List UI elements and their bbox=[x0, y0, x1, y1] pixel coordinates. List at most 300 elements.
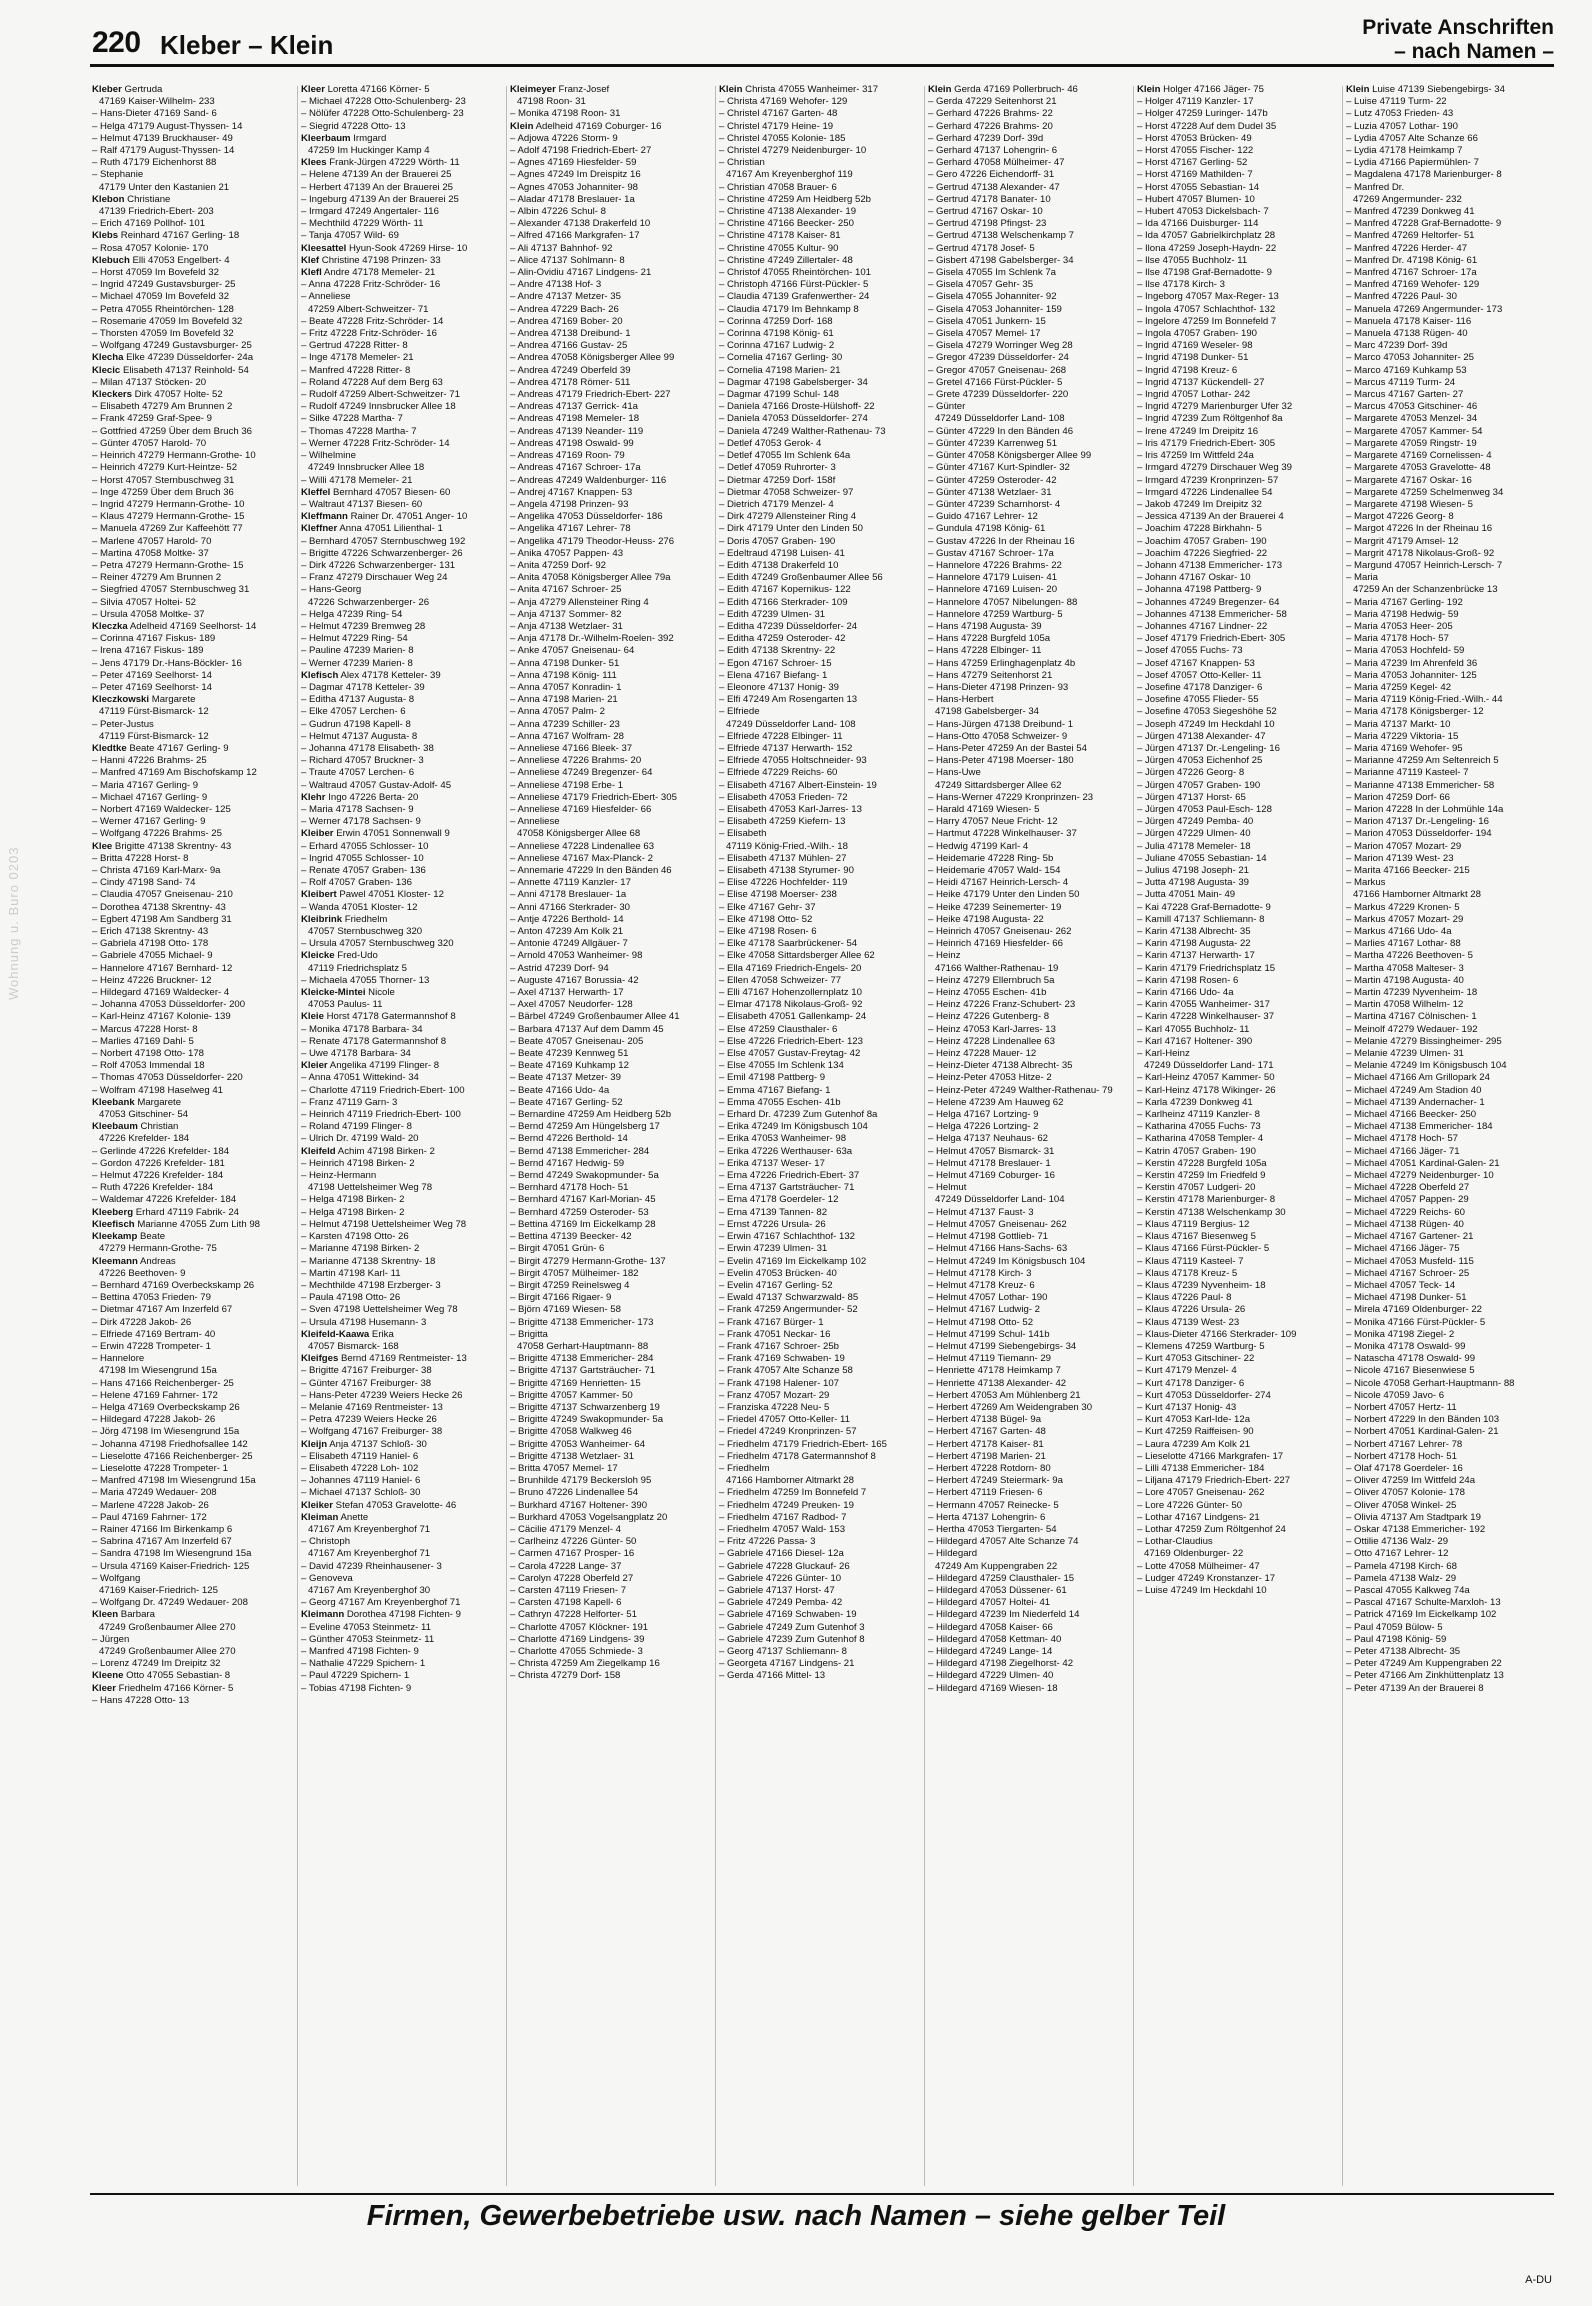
directory-entry bbox=[719, 1414, 923, 1426]
directory-entry bbox=[1346, 328, 1550, 340]
entry-details: – Helmut 47249 Im Königsbusch 104 bbox=[928, 1255, 1086, 1267]
entry-details: – Carsten 47198 Kapell- 6 bbox=[510, 1597, 622, 1609]
directory-entry bbox=[1137, 780, 1341, 792]
entry-details: Alex 47178 Ketteler- 39 bbox=[338, 669, 441, 681]
entry-details: – Kerstin 47138 Welschenkamp 30 bbox=[1137, 1206, 1286, 1218]
entry-details: – Elke 47167 Gehr- 37 bbox=[719, 901, 816, 913]
entry-details: – Marianne 47138 Emmericher- 58 bbox=[1346, 779, 1495, 791]
directory-entry bbox=[92, 1317, 296, 1329]
entry-details: – Heinrich 47279 Kurt-Heintze- 52 bbox=[92, 462, 238, 474]
entry-details: – Elke 47198 Otto- 52 bbox=[719, 913, 813, 925]
directory-entry bbox=[719, 877, 923, 889]
directory-entry bbox=[928, 792, 1132, 804]
directory-entry bbox=[510, 462, 714, 474]
entry-details: – Birgit 47279 Hermann-Grothe- 137 bbox=[510, 1255, 666, 1267]
entry-details: – Wilhelmine bbox=[301, 450, 356, 462]
entry-details: – Kerstin 47228 Burgfeld 105a bbox=[1137, 1157, 1267, 1169]
directory-entry bbox=[1346, 1646, 1550, 1658]
entry-details: 47226 Krefelder- 184 bbox=[99, 1133, 190, 1145]
directory-entry bbox=[1346, 1365, 1550, 1377]
entry-details: 47249 Am Kuppengraben 22 bbox=[935, 1560, 1058, 1572]
directory-entry bbox=[301, 1194, 505, 1206]
entry-details: – Günther 47053 Steinmetz- 11 bbox=[301, 1633, 435, 1645]
directory-entry bbox=[92, 1182, 296, 1194]
entry-details: – Hildegard 47239 Im Niederfeld 14 bbox=[928, 1609, 1080, 1621]
entry-details: – Helene 47139 An der Brauerei 25 bbox=[301, 169, 452, 181]
entry-details: – Britta 47228 Horst- 8 bbox=[92, 852, 189, 864]
directory-entry bbox=[1346, 487, 1550, 499]
directory-entry bbox=[1137, 450, 1341, 462]
entry-details: – Auguste 47167 Borussia- 42 bbox=[510, 974, 639, 986]
entry-details: – Michael 47166 Jäger- 75 bbox=[1346, 1243, 1460, 1255]
directory-entry bbox=[1137, 1158, 1341, 1170]
entry-details: – Karsten 47198 Otto- 26 bbox=[301, 1231, 409, 1243]
entry-details: – Hermann 47057 Reinecke- 5 bbox=[928, 1499, 1059, 1511]
entry-details: – Ursula 47198 Husemann- 3 bbox=[301, 1316, 427, 1328]
entry-details: – Oskar 47138 Emmericher- 192 bbox=[1346, 1523, 1486, 1535]
directory-entry bbox=[1346, 1036, 1550, 1048]
entry-details: – Lutz 47053 Frieden- 43 bbox=[1346, 108, 1454, 120]
directory-entry bbox=[1137, 1085, 1341, 1097]
directory-entry bbox=[1137, 84, 1341, 96]
entry-details: – Günter 47058 Königsberger Allee 99 bbox=[928, 450, 1092, 462]
entry-details: – Lothar 47259 Zum Röltgenhof 24 bbox=[1137, 1523, 1286, 1535]
directory-entry bbox=[510, 1463, 714, 1475]
directory-entry bbox=[92, 96, 296, 108]
entry-details: – Marita 47166 Beecker- 215 bbox=[1346, 865, 1470, 876]
directory-entry bbox=[1346, 1194, 1550, 1206]
entry-details: – Dietmar 47259 Dorf- 158f bbox=[719, 474, 836, 486]
directory-entry bbox=[1346, 987, 1550, 999]
directory-entry bbox=[92, 340, 296, 352]
directory-entry bbox=[301, 450, 505, 462]
directory-entry bbox=[510, 279, 714, 291]
directory-entry bbox=[510, 902, 714, 914]
entry-details: Dirk 47057 Holte- 52 bbox=[132, 389, 223, 401]
entry-details: – Jürgen 47229 Ulmen- 40 bbox=[1137, 828, 1251, 840]
directory-entry bbox=[1137, 194, 1341, 206]
entry-details: – Hans-Herbert bbox=[928, 694, 994, 706]
directory-entry bbox=[1346, 804, 1550, 816]
directory-entry bbox=[928, 279, 1132, 291]
entry-details: – David 47239 Rheinhausener- 3 bbox=[301, 1560, 442, 1572]
entry-details: – Hans-Otto 47058 Schweizer- 9 bbox=[928, 730, 1068, 742]
directory-entry bbox=[928, 780, 1132, 792]
directory-entry bbox=[510, 328, 714, 340]
directory-entry bbox=[928, 1451, 1132, 1463]
entry-details: – Meinolf 47279 Wedauer- 192 bbox=[1346, 1023, 1478, 1035]
directory-entry bbox=[719, 438, 923, 450]
entry-details: – Helmut 47139 Bruckhauser- 49 bbox=[92, 132, 233, 144]
directory-entry bbox=[928, 194, 1132, 206]
entry-details: 47249 Großenbaumer Allee 270 bbox=[99, 1621, 236, 1633]
entry-details: – Alexander 47138 Drakerfeld 10 bbox=[510, 218, 651, 230]
directory-entry bbox=[719, 682, 923, 694]
entry-details: – Bettina 47169 Im Eickelkamp 28 bbox=[510, 1218, 656, 1230]
entry-details: – Manfred 47228 Ritter- 8 bbox=[301, 364, 411, 376]
directory-entry bbox=[1137, 560, 1341, 572]
entry-details: – Johannes 47138 Emmericher- 58 bbox=[1137, 608, 1287, 620]
directory-entry bbox=[92, 1243, 296, 1255]
entry-details: – Egon 47167 Schroer- 15 bbox=[719, 657, 832, 669]
entry-details: – Hildegard 47057 Alte Schanze 74 bbox=[928, 1536, 1079, 1548]
directory-entry bbox=[928, 804, 1132, 816]
entry-details: – Charlotte 47057 Klöckner- 191 bbox=[510, 1621, 649, 1633]
directory-entry bbox=[301, 645, 505, 657]
directory-entry bbox=[301, 1011, 505, 1023]
entry-details: – Hartmut 47228 Winkelhauser- 37 bbox=[928, 828, 1077, 840]
entry-details: – Dirk 47228 Jakob- 26 bbox=[92, 1316, 192, 1328]
entry-details: – Genoveva bbox=[301, 1572, 353, 1584]
directory-entry bbox=[92, 865, 296, 877]
directory-entry bbox=[301, 1365, 505, 1377]
entry-details: – Hildegard 47249 Lange- 14 bbox=[928, 1646, 1053, 1657]
entry-surname: Kleffel bbox=[301, 486, 331, 498]
directory-entry bbox=[92, 1683, 296, 1695]
directory-entry bbox=[719, 365, 923, 377]
directory-entry bbox=[1346, 1573, 1550, 1585]
directory-entry bbox=[1137, 1487, 1341, 1499]
directory-entry bbox=[92, 670, 296, 682]
directory-entry bbox=[719, 194, 923, 206]
entry-details: – Johanna 47053 Düsseldorfer- 200 bbox=[92, 999, 246, 1011]
directory-entry bbox=[92, 1341, 296, 1353]
directory-entry bbox=[928, 1658, 1132, 1670]
entry-details: – Gisbert 47198 Gabelsberger- 34 bbox=[928, 254, 1074, 266]
directory-entry bbox=[1346, 572, 1550, 584]
entry-details: – Manfred Dr. 47198 König- 61 bbox=[1346, 254, 1478, 266]
entry-details: – Herbert 47249 Steiermark- 9a bbox=[928, 1475, 1063, 1487]
column-divider bbox=[297, 86, 298, 2186]
entry-details: – Erich 47138 Skrentny- 43 bbox=[92, 926, 209, 938]
directory-entry bbox=[719, 169, 923, 181]
directory-entry bbox=[1346, 316, 1550, 328]
entry-details: – Ingrid 47279 Hermann-Grothe- 10 bbox=[92, 498, 245, 510]
entry-details: Bernhard 47057 Biesen- 60 bbox=[330, 486, 451, 498]
entry-details: 47169 Kaiser-Wilhelm- 233 bbox=[99, 96, 215, 108]
directory-entry bbox=[301, 1390, 505, 1402]
entry-surname: Klehr bbox=[301, 791, 326, 803]
entry-details: – Maria 47167 Gerling- 9 bbox=[92, 779, 199, 791]
directory-entry bbox=[719, 1280, 923, 1292]
directory-entry bbox=[301, 389, 505, 401]
section-title-line1: Private Anschriften bbox=[1362, 16, 1554, 39]
directory-entry bbox=[510, 658, 714, 670]
entry-surname: Klees bbox=[301, 157, 327, 169]
entry-details: 47249 Sittardsberger Allee 62 bbox=[935, 779, 1062, 791]
entry-details: – Dietmar 47167 Am Inzerfeld 67 bbox=[92, 1304, 233, 1316]
entry-details: – Anja 47137 Sommer- 82 bbox=[510, 608, 622, 620]
entry-details: – Gerlinde 47226 Krefelder- 184 bbox=[92, 1145, 230, 1157]
entry-details: – Irena 47167 Fiskus- 189 bbox=[92, 645, 204, 657]
directory-entry bbox=[928, 1536, 1132, 1548]
entry-details: – Laura 47239 Am Kolk 21 bbox=[1137, 1438, 1251, 1450]
directory-entry bbox=[92, 1585, 296, 1597]
directory-entry bbox=[301, 255, 505, 267]
directory-entry bbox=[1137, 1219, 1341, 1231]
directory-entry bbox=[92, 694, 296, 706]
entry-details: – Burkhard 47053 Vogelsangplatz 20 bbox=[510, 1511, 668, 1523]
directory-entry bbox=[1346, 426, 1550, 438]
column-divider bbox=[1133, 86, 1134, 2186]
entry-details: – Siegrid 47228 Otto- 13 bbox=[301, 120, 406, 132]
entry-details: – Hans 47228 Otto- 13 bbox=[92, 1694, 190, 1706]
entry-details: – Maria 47229 Viktoria- 15 bbox=[1346, 730, 1459, 742]
directory-entry bbox=[1346, 365, 1550, 377]
directory-entry bbox=[719, 1390, 923, 1402]
entry-details: – Gisela 47279 Worringer Weg 28 bbox=[928, 340, 1073, 352]
directory-entry bbox=[719, 706, 923, 718]
directory-entry bbox=[92, 743, 296, 755]
entry-details: – Anneliese 47169 Hiesfelder- 66 bbox=[510, 803, 652, 815]
entry-details: – Manuela 47269 Zur Kaffeehött 77 bbox=[92, 523, 243, 535]
directory-entry bbox=[1346, 719, 1550, 731]
directory-entry bbox=[719, 1512, 923, 1524]
directory-entry bbox=[301, 1500, 505, 1512]
column-divider bbox=[506, 86, 507, 2186]
entry-details: – Hildegard 47058 Kaiser- 66 bbox=[928, 1621, 1053, 1633]
directory-entry bbox=[1137, 438, 1341, 450]
entry-details: – Hannelore bbox=[92, 1353, 145, 1365]
directory-entry bbox=[928, 1133, 1132, 1145]
entry-details: – Liljana 47179 Friedrich-Ebert- 227 bbox=[1137, 1475, 1291, 1487]
entry-details: – Nicole 47058 Gerhart-Hauptmann- 88 bbox=[1346, 1377, 1515, 1389]
entry-details: – Rainer 47166 Im Birkenkamp 6 bbox=[92, 1523, 233, 1535]
directory-entry bbox=[928, 1231, 1132, 1243]
directory-entry bbox=[510, 767, 714, 779]
directory-entry bbox=[1137, 1036, 1341, 1048]
directory-entry bbox=[1137, 853, 1341, 865]
entry-details: – Elise 47198 Moerser- 238 bbox=[719, 889, 837, 901]
entry-details: – Pascal 47055 Kalkweg 74a bbox=[1346, 1584, 1470, 1596]
entry-details: – Johann 47138 Emmericher- 173 bbox=[1137, 559, 1283, 571]
entry-details: – Helmut bbox=[928, 1182, 967, 1194]
directory-entry bbox=[719, 487, 923, 499]
entry-details: – Ralf 47179 August-Thyssen- 14 bbox=[92, 145, 235, 157]
entry-details: – Josef 47055 Fuchs- 73 bbox=[1137, 645, 1243, 657]
directory-entry bbox=[510, 792, 714, 804]
entry-details: – Karl-Heinz 47167 Kolonie- 139 bbox=[92, 1011, 231, 1023]
directory-entry bbox=[719, 1487, 923, 1499]
directory-entry bbox=[719, 645, 923, 657]
entry-details: – Lieselotte 47166 Reichenberger- 25 bbox=[92, 1450, 253, 1462]
directory-entry bbox=[928, 413, 1132, 425]
entry-details: – Günter 47259 Osteroder- 42 bbox=[928, 474, 1057, 486]
directory-entry bbox=[1346, 267, 1550, 279]
entry-surname: Kleier bbox=[301, 1060, 328, 1072]
entry-details: – Michael 47057 Teck- 14 bbox=[1346, 1279, 1456, 1291]
entry-details: – Margarete 47059 Ringstr- 19 bbox=[1346, 437, 1477, 449]
entry-details: – Adolf 47198 Friedrich-Ebert- 27 bbox=[510, 145, 652, 157]
entry-details: – Peter 47139 An der Brauerei 8 bbox=[1346, 1682, 1484, 1694]
entry-details: – Kurt 47053 Düsseldorfer- 274 bbox=[1137, 1389, 1271, 1401]
entry-details: – Julius 47198 Joseph- 21 bbox=[1137, 865, 1250, 876]
directory-entry bbox=[1137, 413, 1341, 425]
directory-entry bbox=[510, 1256, 714, 1268]
directory-entry bbox=[1137, 706, 1341, 718]
directory-entry bbox=[92, 755, 296, 767]
entry-details: – Martha 47226 Beethoven- 5 bbox=[1346, 950, 1473, 962]
entry-details: – Ella 47169 Friedrich-Engels- 20 bbox=[719, 962, 862, 974]
entry-details: – Helmut 47119 Tiemann- 29 bbox=[928, 1353, 1052, 1365]
entry-details: – Johannes 47119 Haniel- 6 bbox=[301, 1475, 421, 1487]
entry-surname: Kleckers bbox=[92, 389, 133, 401]
directory-entry bbox=[1346, 1219, 1550, 1231]
entry-details: 47198 Im Wiesengrund 15a bbox=[99, 1365, 217, 1377]
entry-details: – Brigitte 47138 Wetzlaer- 31 bbox=[510, 1450, 635, 1462]
directory-entry bbox=[1346, 1317, 1550, 1329]
entry-details: – Maria 47178 Sachsen- 9 bbox=[301, 803, 414, 815]
directory-entry bbox=[510, 645, 714, 657]
directory-entry bbox=[1346, 950, 1550, 962]
entry-details: – Claudia 47179 Im Behnkamp 8 bbox=[719, 303, 859, 315]
directory-entry bbox=[92, 1500, 296, 1512]
entry-details: – Josef 47167 Knappen- 53 bbox=[1137, 657, 1255, 669]
directory-entry bbox=[928, 975, 1132, 987]
directory-entry bbox=[92, 1463, 296, 1475]
entry-details: 47119 Friedrichsplatz 5 bbox=[308, 962, 408, 974]
directory-entry bbox=[1346, 389, 1550, 401]
entry-details: – Friedhelm 47167 Radbod- 7 bbox=[719, 1511, 847, 1523]
entry-details: 47169 Kaiser-Friedrich- 125 bbox=[99, 1584, 218, 1596]
directory-entry bbox=[510, 1072, 714, 1084]
entry-details: 47226 Beethoven- 9 bbox=[99, 1267, 186, 1279]
directory-entry bbox=[92, 1402, 296, 1414]
entry-details: – Kerstin 47178 Marienburger- 8 bbox=[1137, 1194, 1276, 1206]
directory-entry bbox=[92, 1695, 296, 1707]
entry-details: – Norbert 47169 Waldecker- 125 bbox=[92, 803, 231, 815]
directory-entry bbox=[719, 816, 923, 828]
directory-entry bbox=[928, 1024, 1132, 1036]
entry-details: – Anna 47198 Marien- 21 bbox=[510, 694, 618, 706]
directory-entry bbox=[510, 1011, 714, 1023]
entry-details: – Gertrud 47178 Banater- 10 bbox=[928, 193, 1051, 205]
entry-details: – Brigitte 47137 Schwarzenberg 19 bbox=[510, 1401, 660, 1413]
directory-entry bbox=[301, 1170, 505, 1182]
directory-entry bbox=[1137, 304, 1341, 316]
directory-entry bbox=[1137, 682, 1341, 694]
directory-entry bbox=[928, 682, 1132, 694]
directory-entry bbox=[928, 475, 1132, 487]
entry-details: – Agnes 47169 Hiesfelder- 59 bbox=[510, 157, 637, 169]
directory-entry bbox=[92, 950, 296, 962]
directory-entry bbox=[928, 230, 1132, 242]
directory-entry bbox=[1137, 1121, 1341, 1133]
directory-entry bbox=[1346, 1524, 1550, 1536]
entry-details: – Andrea 47138 Dreibund- 1 bbox=[510, 328, 631, 340]
entry-details: – Jürgen 47138 Alexander- 47 bbox=[1137, 730, 1266, 742]
entry-details: – Katharina 47055 Fuchs- 73 bbox=[1137, 1121, 1261, 1133]
entry-details: – Hildegard 47169 Waldecker- 4 bbox=[92, 987, 230, 999]
directory-entry bbox=[1346, 1072, 1550, 1084]
entry-details: – Antonie 47249 Allgäuer- 7 bbox=[510, 938, 628, 950]
directory-entry bbox=[1346, 1207, 1550, 1219]
directory-entry bbox=[301, 1683, 505, 1695]
entry-details: – Katharina 47058 Templer- 4 bbox=[1137, 1133, 1264, 1145]
entry-details: – Bettina 47139 Beecker- 42 bbox=[510, 1231, 632, 1243]
entry-details: – Beate 47057 Gneisenau- 205 bbox=[510, 1035, 644, 1047]
entry-details: – Maria 47239 Im Ahrenfeld 36 bbox=[1346, 657, 1478, 669]
entry-details: – Olivia 47137 Am Stadtpark 19 bbox=[1346, 1511, 1481, 1523]
entry-details: – Maria 47198 Hedwig- 59 bbox=[1346, 608, 1459, 620]
directory-entry bbox=[301, 1329, 505, 1341]
entry-details: – Josef 47057 Otto-Keller- 11 bbox=[1137, 669, 1262, 681]
directory-entry bbox=[719, 963, 923, 975]
entry-details: – Pamela 47198 Kirch- 68 bbox=[1346, 1560, 1457, 1572]
directory-entry bbox=[510, 169, 714, 181]
directory-entry bbox=[719, 584, 923, 596]
entry-details: – Carmen 47167 Prosper- 16 bbox=[510, 1548, 635, 1560]
entry-details: – Doris 47057 Graben- 190 bbox=[719, 535, 836, 547]
directory-entry bbox=[1137, 328, 1341, 340]
entry-details: – Manfred 47198 Im Wiesengrund 15a bbox=[92, 1475, 256, 1487]
entry-details: – Josefine 47053 Siegeshöhe 52 bbox=[1137, 706, 1277, 718]
entry-details: – Detlef 47059 Ruhrorter- 3 bbox=[719, 462, 836, 474]
entry-details: 47259 An der Schanzenbrücke 13 bbox=[1353, 584, 1498, 596]
directory-entry bbox=[510, 609, 714, 621]
entry-details: – Karin 47137 Herwarth- 17 bbox=[1137, 950, 1255, 962]
entry-details: – Elise 47226 Hochfelder- 119 bbox=[719, 877, 848, 889]
column-divider bbox=[715, 86, 716, 2186]
directory-entry bbox=[719, 792, 923, 804]
directory-entry bbox=[510, 1512, 714, 1524]
entry-surname: Kleifeld bbox=[301, 1145, 336, 1157]
directory-entry bbox=[1137, 1463, 1341, 1475]
entry-details: Brigitte 47138 Skrentny- 43 bbox=[112, 840, 232, 852]
entry-details: – Ottilie 47136 Walz- 29 bbox=[1346, 1536, 1449, 1548]
entry-details: – Charlotte 47119 Friedrich-Ebert- 100 bbox=[301, 1084, 465, 1096]
directory-entry bbox=[1346, 731, 1550, 743]
directory-entry bbox=[719, 377, 923, 389]
entry-details: – Karl-Heinz bbox=[1137, 1048, 1190, 1060]
directory-entry bbox=[510, 1060, 714, 1072]
directory-entry bbox=[301, 1573, 505, 1585]
entry-details: – Dagmar 47198 Gabelsberger- 34 bbox=[719, 376, 868, 388]
entry-details: – Michaela 47055 Thorner- 13 bbox=[301, 974, 430, 986]
directory-entry bbox=[510, 1439, 714, 1451]
entry-details: – Nölüfer 47228 Otto-Schulenberg- 23 bbox=[301, 108, 464, 120]
directory-entry bbox=[719, 1207, 923, 1219]
entry-details: – Anna 47051 Wittekind- 34 bbox=[301, 1072, 419, 1084]
entry-details: – Anja 47178 Dr.-Wilhelm-Roelen- 392 bbox=[510, 633, 674, 645]
directory-entry bbox=[301, 1121, 505, 1133]
entry-details: – Bernd 47226 Berthold- 14 bbox=[510, 1133, 628, 1145]
entry-details: – Johanna 47198 Pattberg- 9 bbox=[1137, 584, 1262, 596]
entry-details: – Gustav 47167 Schroer- 17a bbox=[928, 547, 1054, 559]
entry-details: – Peter-Justus bbox=[92, 718, 154, 730]
entry-details: – Edith 47166 Sterkrader- 109 bbox=[719, 596, 848, 608]
entry-details: – Horst 47228 Auf dem Dudel 35 bbox=[1137, 120, 1277, 132]
entry-details: – Helmut 47178 Breslauer- 1 bbox=[928, 1157, 1051, 1169]
entry-details: Irmgard bbox=[350, 132, 387, 144]
directory-entry bbox=[1137, 1426, 1341, 1438]
entry-details: – Jürgen 47137 Horst- 65 bbox=[1137, 791, 1246, 803]
entry-details: – Herbert 47167 Garten- 48 bbox=[928, 1426, 1046, 1438]
directory-entry bbox=[1137, 792, 1341, 804]
directory-entry bbox=[1137, 1097, 1341, 1109]
entry-details: – Norbert 47178 Hoch- 51 bbox=[1346, 1450, 1457, 1462]
entry-details: – Henriette 47178 Heimkamp 7 bbox=[928, 1365, 1061, 1377]
entry-details: – Andrea 47169 Bober- 20 bbox=[510, 315, 623, 327]
entry-details: – Brigitte 47167 Freiburger- 38 bbox=[301, 1365, 432, 1377]
directory-entry bbox=[510, 670, 714, 682]
directory-column-1 bbox=[92, 84, 296, 2189]
directory-entry bbox=[301, 511, 505, 523]
entry-details: – Johannes 47167 Lindner- 22 bbox=[1137, 620, 1268, 632]
entry-details: – Siegfried 47057 Sternbuschweg 31 bbox=[92, 584, 250, 596]
entry-details: – Andreas 47169 Roon- 79 bbox=[510, 450, 625, 462]
entry-surname: Klecha bbox=[92, 352, 124, 364]
